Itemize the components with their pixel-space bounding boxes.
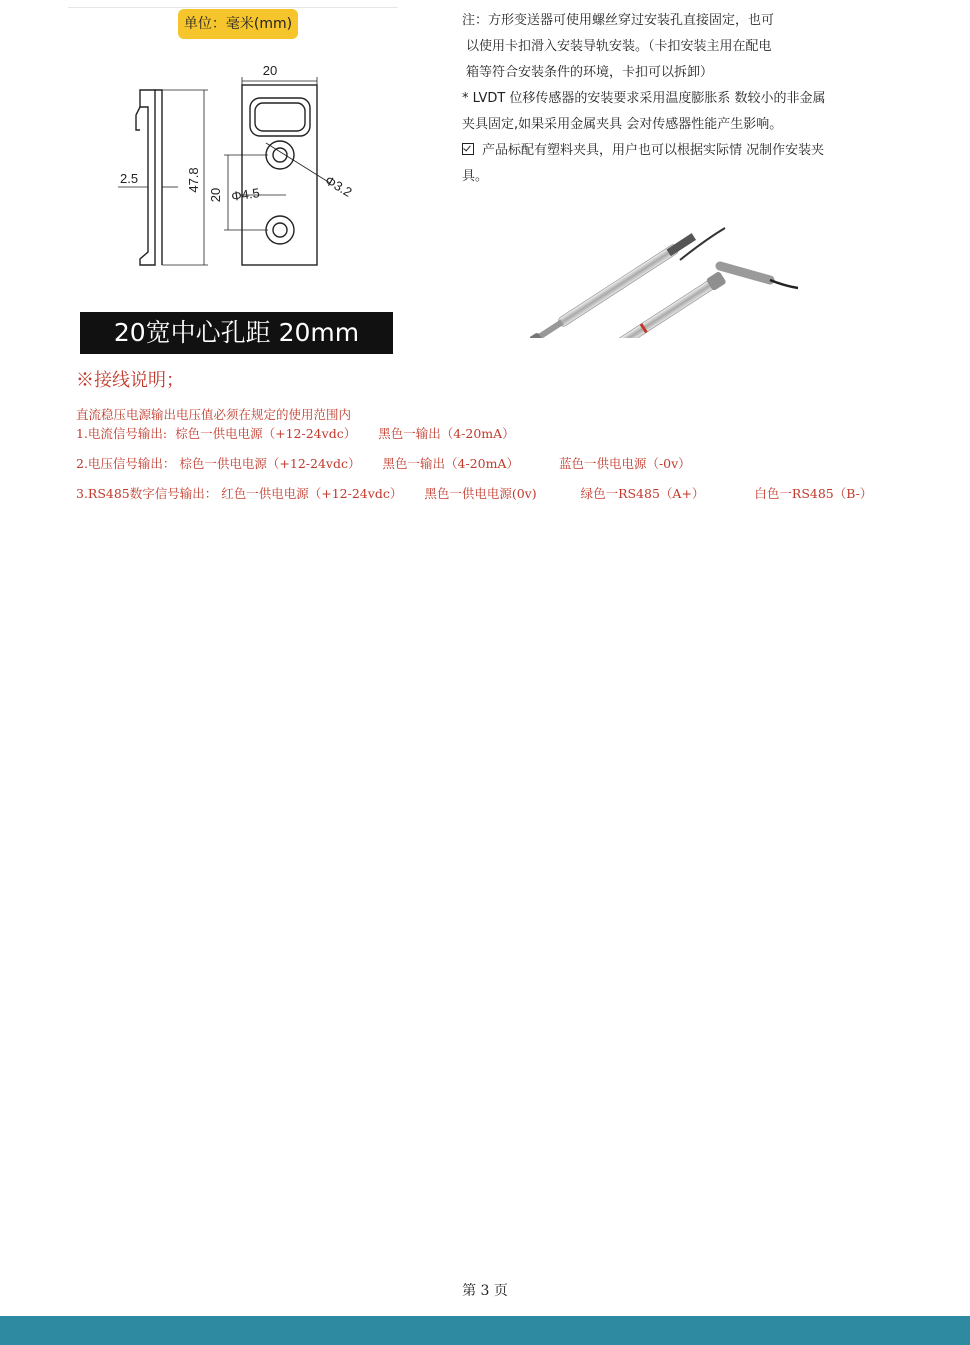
wiring-lead: 直流稳压电源输出电压值必须在规定的使用范围内 [76,407,352,422]
wiring-item [76,484,936,502]
note-line: * LVDT 位移传感器的安装要求采用温度膨胀系 数较小的非金属 [462,91,826,106]
top-divider [68,7,398,8]
wiring-item-part: 绿色一RS485（A+） [580,486,705,501]
dim-dia-large: Φ4.5 [230,185,261,204]
wiring-heading: ※接线说明； [76,370,184,391]
note-line: 箱等符合安装条件的环境，卡扣可以拆卸） [466,65,714,80]
caption-banner: 20宽中心孔距 20mm [80,312,393,354]
product-photo [530,218,810,338]
note-line: 注：方形变送器可使用螺丝穿过安装孔直接固定，也可 [462,13,775,28]
wiring-item-part: 棕色一供电电源（+12-24vdc） [175,426,357,441]
wiring-instructions [76,406,936,502]
wiring-item-label: 2.电压信号输出： [76,456,176,471]
wiring-item-part: 黑色一供电电源(0v) [424,486,537,501]
wiring-item-part: 棕色一供电电源（+12-24vdc） [179,456,361,471]
dim-side-offset: 2.5 [120,171,139,186]
wiring-item-part: 黑色一输出（4-20mA） [378,426,515,441]
dimension-drawing [100,55,370,275]
wiring-item-label: 3.RS485数字信号输出： [76,486,218,501]
checkbox-icon [462,143,474,155]
wiring-item [76,424,936,442]
note-line: 夹具固定,如果采用金属夹具 会对传感器性能产生影响。 [462,117,783,132]
unit-badge: 单位：毫米(mm) [178,9,298,39]
wiring-item [76,454,936,472]
wiring-item-part: 白色一RS485（B-） [754,486,873,501]
wiring-item-part: 红色一供电电源（+12-24vdc） [221,486,403,501]
page-number: 第 3 页 [462,1283,508,1299]
wiring-item-part: 蓝色一供电电源（-0v） [558,456,691,471]
footer-bar [0,1316,970,1345]
dim-width-top: 20 [262,63,278,78]
note-line [462,138,902,164]
dim-total-height: 47.8 [186,167,201,193]
dim-hole-spacing: 20 [208,187,223,203]
wiring-item-label: 1.电流信号输出: [76,426,168,441]
installation-notes [462,8,902,190]
note-line: 具。 [462,169,489,184]
wiring-item-part: 黑色一输出（4-20mA） [382,456,519,471]
dim-dia-small: Φ3.2 [322,172,355,200]
note-line: 以使用卡扣滑入安装导轨安装。（卡扣安装主用在配电 [466,39,772,54]
note-text: 产品标配有塑料夹具，用户也可以根据实际情 况制作安装夹 [482,143,825,158]
